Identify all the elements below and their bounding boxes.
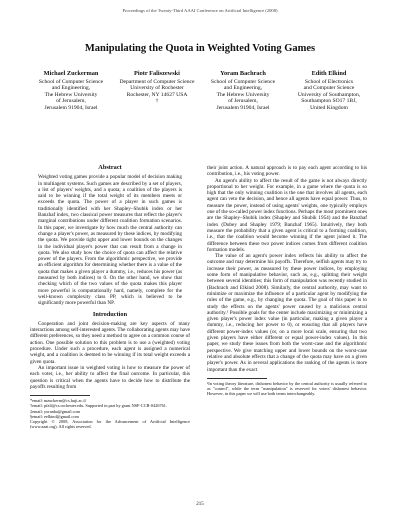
author-affiliation: Jerusalem 91904, Israel xyxy=(44,104,98,111)
body-paragraph: their joint action. A natural approach is to pay each agent according to his contribution, i.e., his voting power. xyxy=(207,165,367,178)
author-list xyxy=(28,71,372,112)
abstract-text: Weighted voting games provide a popular model of decision making in multiagent systems. Such games are described by a set of players, a list of players' weights, and a quota; a coalition of the players is said to be winning if the total weight of its members meets or exceeds the quota. The power of a player in such games is traditionally identified with her Shapley–Shubik index or her Banzhaf index, two classical power measures that reflect the player's marginal contributions under different coalition formation scenarios. In this paper, we investigate by how much the central authority can change a player's power, as measured by these indices, by modifying the quota. We provide tight upper and lower bounds on the changes in the individual player's power that can result from a change in quota. We also study how the choice of quota can affect the relative power of the players. From the algorithmic perspective, we provide an efficient algorithm for determining whether there is a value of the quota that makes a given player a dummy, i.e., reduces his power (as measured by both indices) to 0. On the other hand, we show that checking which of the two values of the quota makes this player more powerful is computationally hard, namely, complete for the well-known complexity class PP, which is believed to be significantly more powerful than NP. xyxy=(38,174,182,307)
author-affiliation: Jerusalem 91904, Israel xyxy=(216,104,270,111)
author-affiliation: University of Southampton, xyxy=(297,91,361,98)
footnote: §email: eelkind@gmail.com xyxy=(30,413,79,419)
author-block xyxy=(28,71,114,112)
footnote: ‡email: yoranba@gmail.com xyxy=(30,408,81,414)
footnote: †email: pfali@cs.rochester.edu. Supported in part by grant NSF-CCR-0426761. xyxy=(30,403,168,409)
footnote: ¹In voting theory literature, dishonest behavior by the central authority is usually referred to as "control", while the term "manipulation" is reserved for voters' dishonest behavior. However, in this paper we will use both terms interchangeably. xyxy=(207,380,367,397)
footnote-rule xyxy=(207,378,267,379)
introduction-heading: Introduction xyxy=(92,310,128,318)
author-name: Piotr Faliszewski xyxy=(134,70,180,77)
author-block xyxy=(286,71,372,112)
author-block xyxy=(114,71,200,112)
author-name: Michael Zuckerman xyxy=(43,70,99,77)
author-name: Yoram Bachrach xyxy=(220,70,266,77)
author-affiliation: of Jerusalem, xyxy=(228,98,258,105)
author-affiliation: and Engineering, xyxy=(223,85,263,92)
author-affiliation: School of Computer Science xyxy=(210,78,276,85)
author-affiliation: and Engineering, xyxy=(51,85,91,92)
body-paragraph: An agent's ability to affect the result of the game is not always directly proportional to her weight. For example, in a game where the quota is so high that the only winning coalition is the one that involves all agents, each agent can veto the decision, and hence all agents have equal power. Thus, to measure the power, instead of using agents' weights, one typically employs one of the so-called power index functions. Perhaps the most prominent ones are the Shapley–Shubik index (Shapley and Shubik 1954) and the Banzhaf index (Dubey and Shapley 1979; Banzhaf 1965). Intuitively, they both measure the probability that a given agent is critical to a forming coalition, i.e., that the coalition would become winning if the agent joined it. The difference between these two power indices comes from different coalition formation models. xyxy=(207,177,367,253)
author-affiliation: Rochester, NY 14627 USA xyxy=(126,91,188,98)
intro-paragraph: An important issue in weighted voting is how to measure the power of each voter, i.e., her ability to affect the final outcome. In particular, this question is critical when the agents have to decide how to distribute the payoffs resulting from xyxy=(30,364,190,390)
author-affiliation: University of Rochester xyxy=(130,85,184,92)
copyright-notice: Copyright © 2008, Association for the Advancement of Artificial Intelligence (www.aaai.org). All rights reserved. xyxy=(30,418,190,430)
author-affiliation: The Hebrew University xyxy=(216,91,270,98)
left-column xyxy=(30,165,190,429)
footnote: *email: mzuckerm@cs.huji.ac.il xyxy=(30,398,86,404)
page-number: 215 xyxy=(196,502,204,507)
author-affiliation: † xyxy=(155,98,159,105)
footnote-rule xyxy=(30,395,90,396)
author-affiliation: Department of Computer Science xyxy=(119,78,195,85)
paper-title: Manipulating the Quota in Weighted Voting Games xyxy=(84,43,316,54)
author-name: Edith Elkind xyxy=(311,70,347,77)
author-affiliation: School of Electronics xyxy=(304,78,354,85)
author-affiliation: of Jerusalem, xyxy=(56,98,86,105)
body-paragraph: The value of an agent's power index reflects his ability to affect the outcome and may determine his payoffs. Therefore, selfish agents may try to increase their power, as measured by these power indices, by employing some form of manipulative behavior, such as, e.g., splitting their weight between several identities; this form of manipulation was recently studied in (Bachrach and Elkind 2008). Similarly, the central authority, may want to minimize or maximize the influence of a particular agent by modifying the rules of the game, e.g., by changing the quota. The goal of this paper is to study the effects on the agents' power caused by a malicious central authority.¹ Possible goals for the center include maximizing or minimizing a given player's power index value (in particular, making a given player a dummy, i.e., reducing her power to 0), or ensuring that all players have different power-index values (or, on a more local scale, ensuring that two given players have either different or equal power-index values). In this paper, we study these issues from both the worst-case and the algorithmic perspective. We give matching upper and lower bounds on the worst-case relative and absolute effects that a change of the quota may have on a given player's power. As in several applications the ranking of the agents is more important than the exact xyxy=(207,253,367,373)
author-affiliation: Southampton SO17 1BJ, xyxy=(301,98,357,105)
author-affiliation: School of Computer Science xyxy=(38,78,104,85)
intro-paragraph: Cooperation and joint decision-making are key aspects of many interactions among self-interested agents. The collaborating agents may have different preferences, so they need a method to agree on a common course of action. One possible solution to this problem is to use a (weighted) voting procedure. Under such a procedure, each agent is assigned a numerical weight, and a coalition is deemed to be winning if its total weight exceeds a given quota. xyxy=(30,320,190,365)
abstract-heading: Abstract xyxy=(98,164,122,171)
author-block xyxy=(200,71,286,112)
author-affiliation: and Computer Science xyxy=(303,85,355,92)
right-column xyxy=(207,165,367,396)
author-affiliation: United Kingdom xyxy=(310,104,348,111)
proceedings-header: Proceedings of the Twenty-Third AAAI Conference on Artificial Intelligence (2008) xyxy=(122,8,278,13)
author-affiliation: The Hebrew University xyxy=(44,91,98,98)
